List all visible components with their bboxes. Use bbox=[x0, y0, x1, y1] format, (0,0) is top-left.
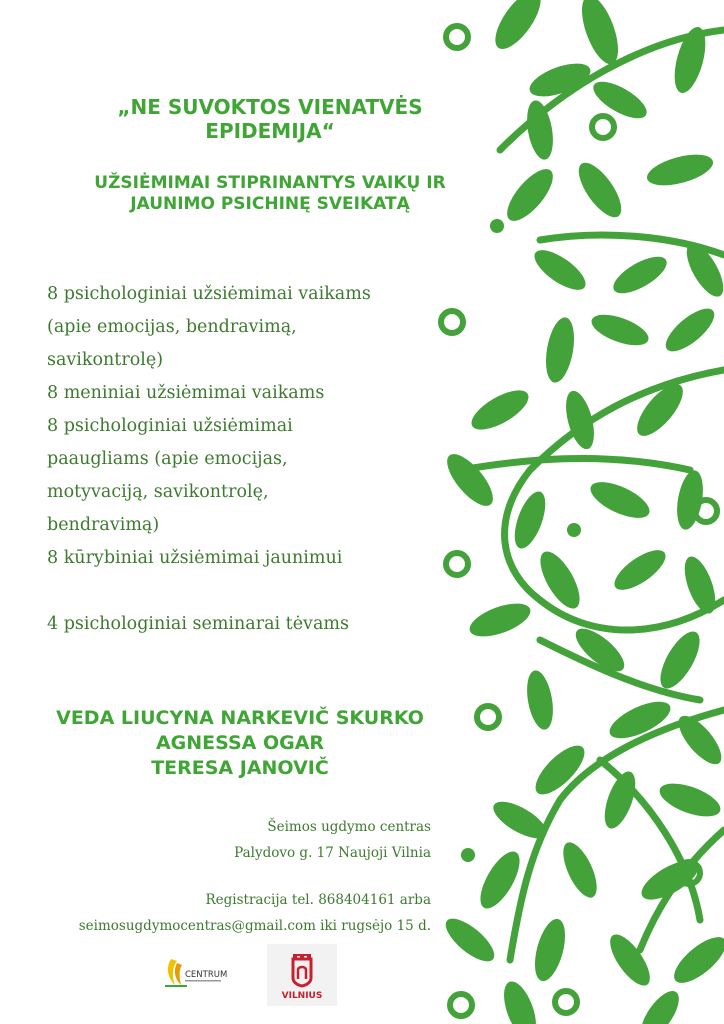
activity-line: motyvaciją, savikontrolę, bbox=[47, 482, 269, 502]
address: Palydovo g. 17 Naujoji Vilnia bbox=[234, 845, 431, 861]
vilnius-logo-text: VILNIUS bbox=[281, 991, 323, 1001]
activity-line: bendravimą) bbox=[47, 515, 160, 535]
poster-subtitle: UŽSIĖMIMAI STIPRINANTYS VAIKŲ IR JAUNIMO PSICHINĘ SVEIKATĄ bbox=[94, 173, 446, 214]
activity-line: 4 psichologiniai seminarai tėvams bbox=[47, 614, 349, 634]
activity-line: 8 psichologiniai užsiėmimai vaikams bbox=[47, 284, 371, 304]
centrum-logo-text: CENTRUM bbox=[185, 970, 228, 980]
activity-line: 8 psichologiniai užsiėmimai bbox=[47, 416, 293, 436]
hosts-block bbox=[40, 706, 440, 781]
activity-line: (apie emocijas, bendravimą, bbox=[47, 317, 297, 337]
host-line: VEDA LIUCYNA NARKEVIČ SKURKO bbox=[56, 707, 424, 729]
activity-line: savikontrolę) bbox=[47, 350, 164, 370]
centrum-logo bbox=[163, 955, 233, 991]
vilnius-logo bbox=[267, 944, 337, 1006]
host-line: AGNESSA OGAR bbox=[155, 732, 325, 754]
contact-block bbox=[79, 814, 431, 939]
registration-email: seimosugdymocentras@gmail.com iki rugsėjo 15 d. bbox=[78, 918, 431, 934]
activity-line: 8 meniniai užsiėmimai vaikams bbox=[47, 383, 325, 403]
host-line: TERESA JANOVIČ bbox=[151, 757, 329, 779]
registration-phone: Registracija tel. 868404161 arba bbox=[205, 892, 431, 908]
activity-line: 8 kūrybiniai užsiėmimai jaunimui bbox=[47, 548, 343, 568]
activity-line: paaugliams (apie emocijas, bbox=[47, 449, 288, 469]
poster-title: „NE SUVOKTOS VIENATVĖS EPIDEMIJA“ bbox=[117, 95, 423, 143]
organization-name: Šeimos ugdymo centras bbox=[267, 819, 431, 835]
activities-list bbox=[47, 278, 447, 641]
